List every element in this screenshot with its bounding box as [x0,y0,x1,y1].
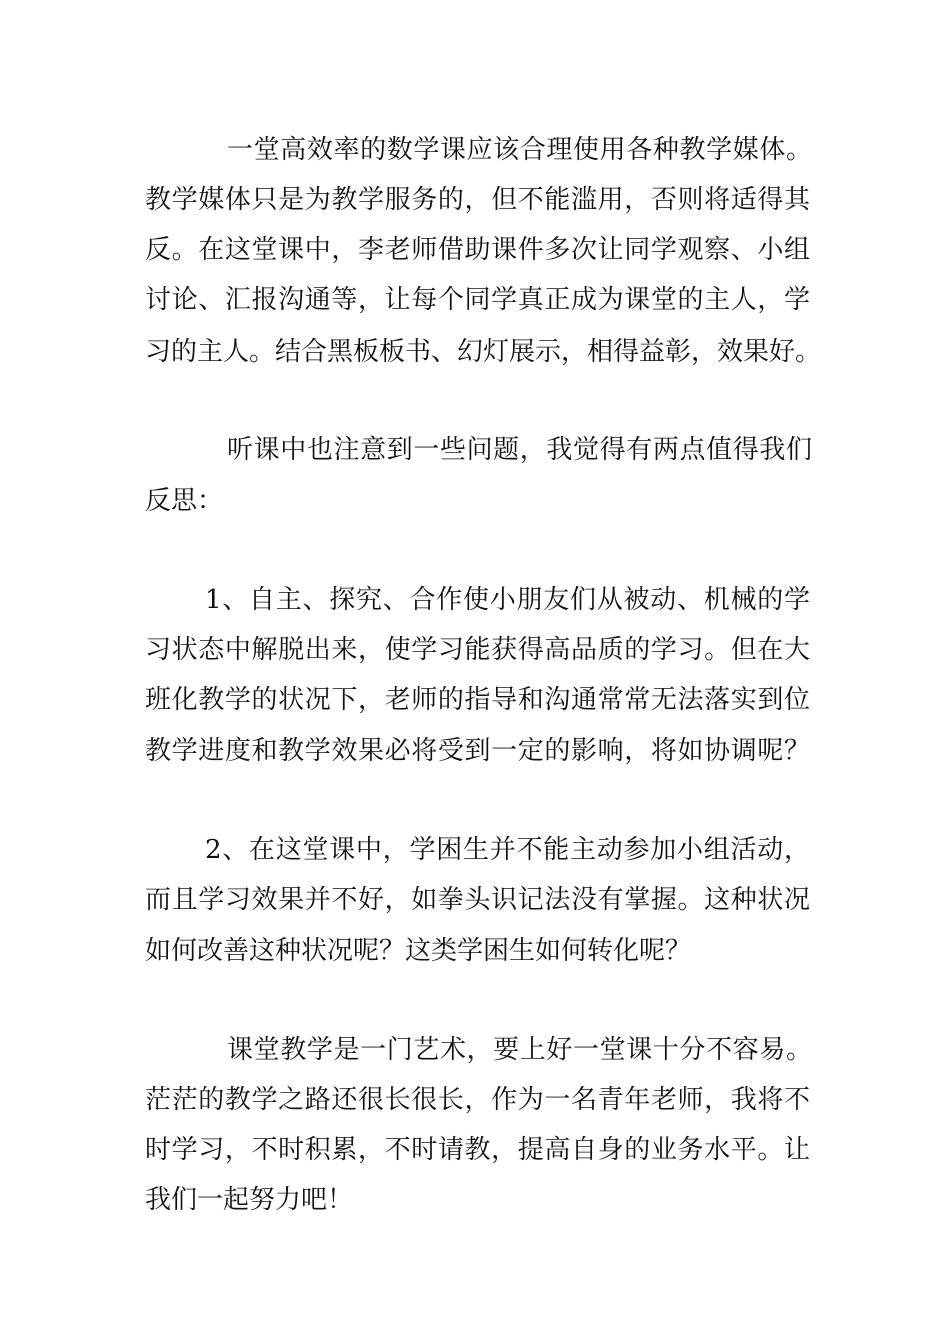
paragraph-4-line-3: 如何改善这种状况呢？这类学困生如何转化呢？ [145,936,692,966]
paragraph-5-line-2: 茫茫的教学之路还很长很长，作为一名青年老师，我将不 [145,1085,810,1115]
paragraph-2-line-1: 听课中也注意到一些问题，我觉得有两点值得我们 [227,435,812,465]
paragraph-3-line-3: 班化教学的状况下，老师的指导和沟通常常无法落实到位 [145,685,810,715]
paragraph-2-line-2: 反思： [145,486,224,516]
paragraph-5-line-4: 我们一起努力吧！ [145,1185,354,1215]
paragraph-5-line-1: 课堂教学是一门艺术，要上好一堂课十分不容易。 [227,1035,812,1065]
paragraph-5-line-3: 时学习，不时积累，不时请教，提高自身的业务水平。让 [145,1135,810,1165]
paragraph-1-line-2: 教学媒体只是为教学服务的，但不能滥用，否则将适得其 [145,185,810,215]
paragraph-3-line-2: 习状态中解脱出来，使学习能获得高品质的学习。但在大 [145,635,810,665]
paragraph-3-line-4: 教学进度和教学效果必将受到一定的影响，将如协调呢？ [145,736,810,766]
paragraph-3-line-1: 1、自主、探究、合作使小朋友们从被动、机械的学 [205,585,810,615]
paragraph-4-line-2: 而且学习效果并不好，如拳头识记法没有掌握。这种状况 [145,885,810,915]
paragraph-4-line-1: 2、在这堂课中，学困生并不能主动参加小组活动， [205,835,810,865]
paragraph-1-line-1: 一堂高效率的数学课应该合理使用各种教学媒体。 [227,135,812,165]
paragraph-1-line-3: 反。在这堂课中，李老师借助课件多次让同学观察、小组 [145,235,810,265]
paragraph-1-line-5: 习的主人。结合黑板板书、幻灯展示，相得益彰，效果好。 [145,337,822,367]
paragraph-1-line-4: 讨论、汇报沟通等，让每个同学真正成为课堂的主人，学 [145,285,810,315]
